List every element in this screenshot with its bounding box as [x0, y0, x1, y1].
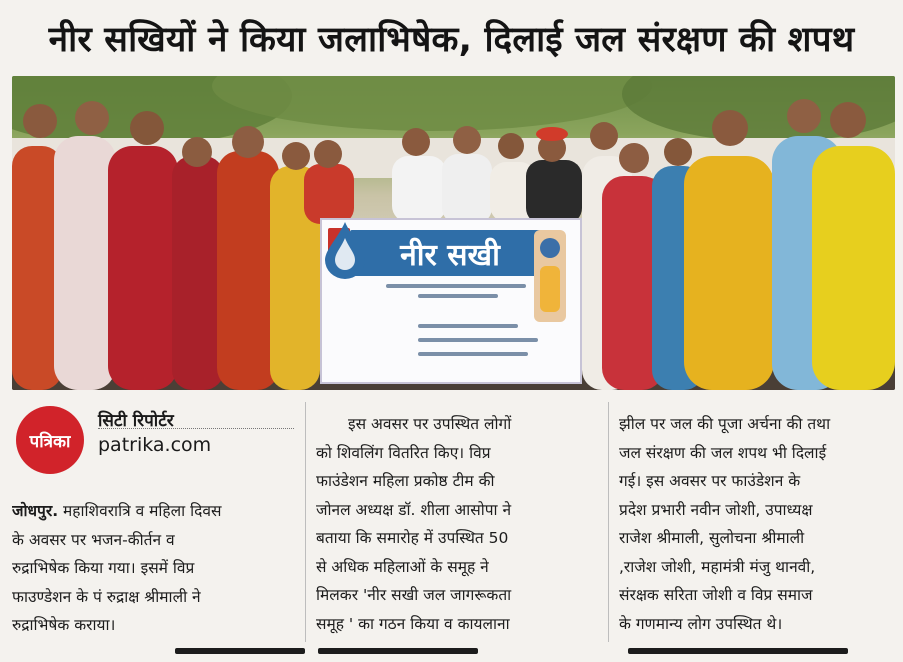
article-line: संरक्षक सरिता जोशी व विप्र समाज: [619, 586, 813, 604]
reporter-name: सिटी रिपोर्टर: [98, 411, 174, 431]
article-column-1: [12, 497, 297, 640]
article-line: के अवसर पर भजन-कीर्तन व: [12, 530, 175, 549]
patrika-logo: [16, 406, 84, 474]
banner-text-line: [418, 324, 518, 328]
banner-text-line: [418, 338, 538, 342]
news-photo: [12, 76, 895, 390]
article-line: बताया कि समारोह में उपस्थित 50: [316, 529, 509, 547]
article-line: राजेश श्रीमाली, सुलोचना श्रीमाली: [619, 529, 805, 547]
dateline: जोधपुर.: [12, 502, 59, 520]
article-line: जल संरक्षण की जल शपथ भी दिलाई: [619, 443, 827, 462]
article-column-2: [316, 410, 598, 638]
banner-subtitle-line: [386, 284, 526, 288]
banner-text-line: [418, 352, 528, 356]
article-line: जोधपुर. महाशिवरात्रि व महिला दिवस: [12, 502, 222, 520]
banner-title: नीर सखी: [400, 237, 500, 273]
site-link[interactable]: patrika.com: [98, 434, 212, 456]
article-line: प्रदेश प्रभारी नवीन जोशी, उपाध्यक्ष: [619, 500, 813, 519]
article-line: रुद्राभिषेक कराया।: [12, 616, 116, 634]
cropped-next-article-text: [0, 648, 903, 662]
patrika-logo-text: पत्रिका: [29, 431, 71, 452]
byline: [12, 392, 297, 492]
banner-title-band: [350, 230, 550, 276]
article-line: मिलकर 'नीर सखी जल जागरूकता: [316, 586, 512, 604]
column-divider: [305, 402, 306, 642]
article-line: के गणमान्य लोग उपस्थित थे।: [619, 614, 783, 633]
article-line: इस अवसर पर उपस्थित लोगों: [348, 415, 512, 433]
water-drop-icon: [322, 220, 368, 280]
article-line: फाउंडेशन महिला प्रकोष्ठ टीम की: [316, 472, 495, 490]
article-line: फाउण्डेशन के पं रुद्राक्ष श्रीमाली ने: [12, 587, 201, 606]
headline: नीर सखियों ने किया जलाभिषेक, दिलाई जल संरक्षण की शपथ: [48, 19, 855, 60]
byline-rule: [98, 428, 294, 429]
article-line: रुद्राभिषेक किया गया। इसमें विप्र: [12, 559, 195, 577]
article-line: झील पर जल की पूजा अर्चना की तथा: [619, 415, 831, 433]
article-line: से अधिक महिलाओं के समूह ने: [316, 557, 489, 576]
deity-image: [528, 226, 572, 326]
article-line: समूह ' का गठन किया व कायलाना: [316, 614, 510, 633]
article-line: को शिवलिंग वितरित किए। विप्र: [316, 443, 491, 462]
column-divider: [608, 402, 609, 642]
article-column-3: [619, 410, 897, 638]
banner-text-line: [418, 294, 498, 298]
article-line: जोनल अध्यक्ष डॉ. शीला आसोपा ने: [316, 500, 512, 519]
article-line: गई। इस अवसर पर फाउंडेशन के: [619, 472, 801, 490]
nir-sakhi-banner: [320, 218, 582, 384]
article-line: ,राजेश जोशी, महामंत्री मंजु थानवी,: [619, 557, 816, 576]
